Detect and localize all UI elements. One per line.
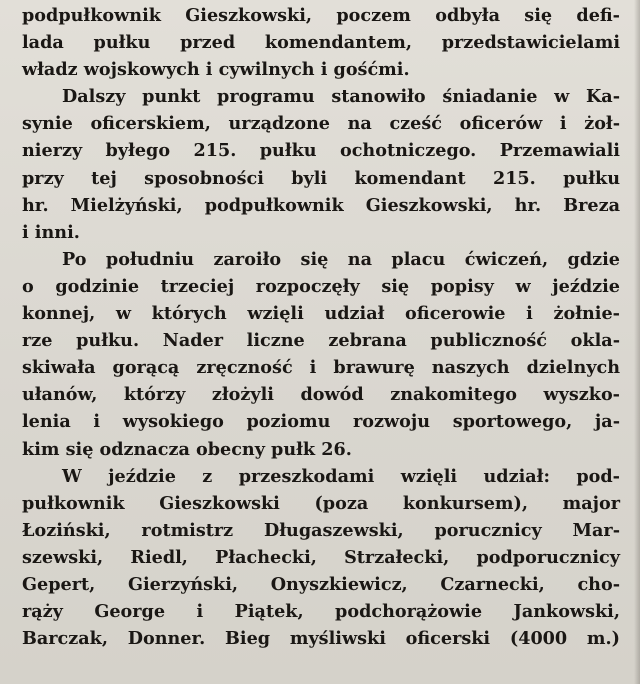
text-line: lada pułku przed komendantem, przedstawicielami: [22, 32, 620, 54]
text-line: lenia i wysokiego poziomu rozwoju sportowego, ja-: [22, 411, 620, 433]
text-line: hr. Mielżyński, podpułkownik Gieszkowski, hr. Breza: [22, 194, 620, 216]
paper-edge-shadow: [634, 0, 640, 684]
text-line: rze pułku. Nader liczne zebrana publiczność okla-: [22, 330, 620, 352]
paragraph-3: [22, 246, 620, 463]
text-line: synie oficerskiem, urządzone na cześć oficerów i żoł-: [22, 113, 620, 135]
text-line: podpułkownik Gieszkowski, poczem odbyła się defi-: [22, 5, 620, 26]
text-line: pułkownik Gieszkowski (poza konkursem), major: [22, 492, 620, 514]
text-line: rąży George i Piątek, podchorążowie Jankowski,: [22, 601, 620, 623]
paragraph-4: [22, 463, 620, 653]
paragraph-1: [22, 2, 620, 83]
text-line: ułanów, którzy złożyli dowód znakomitego wyszko-: [22, 384, 620, 406]
text-line: o godzinie trzeciej rozpoczęły się popisy w jeździe: [22, 275, 620, 297]
text-line: Barczak, Donner. Bieg myśliwski oficerski (4000 m.): [22, 628, 620, 650]
text-line: władz wojskowych i cywilnych i gośćmi.: [22, 59, 410, 81]
text-line: Po południu zaroiło się na placu ćwiczeń, gdzie: [62, 248, 620, 270]
text-line: szewski, Riedl, Płachecki, Strzałecki, podporucznicy: [22, 546, 620, 568]
text-line: skiwała gorącą zręczność i brawurę naszych dzielnych: [22, 357, 620, 379]
text-line: i inni.: [22, 221, 80, 243]
text-line: przy tej sposobności byli komendant 215. pułku: [22, 167, 620, 189]
text-line: Dalszy punkt programu stanowiło śniadanie w Ka-: [62, 86, 620, 108]
paragraph-2: [22, 83, 620, 246]
text-line: Gepert, Gierzyński, Onyszkiewicz, Czarnecki, cho-: [22, 573, 620, 595]
text-line: konnej, w których wzięli udział oficerowie i żołnie-: [22, 303, 620, 325]
text-line: Łoziński, rotmistrz Długaszewski, porucznicy Mar-: [22, 519, 620, 541]
text-line: W jeździe z przeszkodami wzięli udział: pod-: [62, 465, 620, 487]
text-line: kim się odznacza obecny pułk 26.: [22, 438, 352, 460]
text-line: nierzy byłego 215. pułku ochotniczego. Przemawiali: [22, 140, 620, 162]
